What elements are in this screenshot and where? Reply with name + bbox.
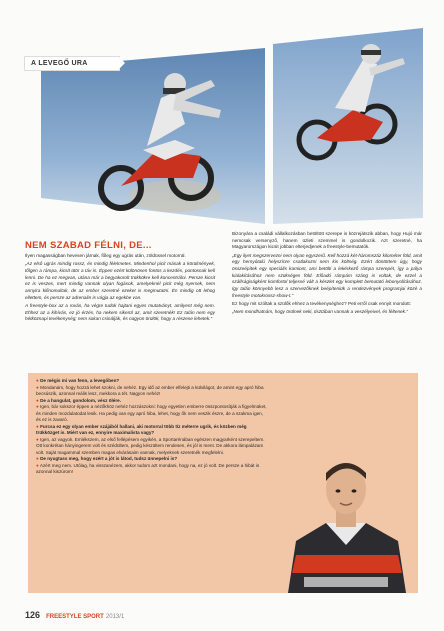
section-label-text: A LEVEGŐ URA — [31, 60, 88, 67]
bullet-icon: ● — [36, 436, 41, 442]
article-paragraph: A freestyle-box az a rovás, ha végre tudok hajtani egyes mutatványt, amilyent még nem. Ehhez az a kihívás, ez jó érzés, ha nekem sikerül az, amit szeretnék! Ez talán nem egy hétköznapi tevékenység; nem sokan csinálják, és nagyon örülök, hogy a részese lehetek.” — [25, 302, 215, 322]
bullet-icon: ● — [36, 456, 41, 461]
interview-question: ● De nyugtass meg, hogy ezért a jót is látod, tudsz ünnepelni is? — [36, 456, 178, 461]
article-paragraph: Ez hogy mit szóltak a szülők ehhez a tevékenységhez? Peti erről csak ennyit mondott: — [232, 301, 411, 307]
interview-answer: ● Azért meg nem. Utólag, ha visszanézem, akkor tudom azt mondani, hogy na, ez jó volt. De persze a hibát is azonnal kiszúrom! — [36, 462, 260, 474]
bullet-icon: ● — [36, 404, 41, 409]
article-left-column — [25, 240, 215, 325]
article-paragraph: „Nem mondhatnám, hogy örülnek neki, tisztában vannak a veszélyeivel, és féltenek.” — [232, 309, 408, 315]
article-paragraph: „Egy ilyet megszervezni nem olyan egyszerű. Kell hozzá két-háromszáz kilométer föld, amit egy hernyótalú helyszínre csatlakozni nem kis költség. Ezért döntöttem úgy, hogy összeépítek egy speciális kamiont, ami betölti a lekérkező rámpa szerepét, így a pálya kialakításához nem szükséges föld. Előadó rámpám száng is voltak, de ezzel a szállságiságként komfortol teljessé vált a készlet egy komplett bemutató lebonyolításához. Így talán könnyebb lesz a szervezőknek beépíteniük a rendezvények programjai közé a freestyle motokrossz-show-t.” — [232, 252, 422, 298]
article-paragraph: „Az első ugrás mindig rossz, és mindig félelmetes. Mindenhol picit másak a körülmények, tőlgen a rámpa, kicsit ütör a táv is. Éppen ezért különösen fontos a kezdés, pontosnak kell lenni. De ha ez megvan, utána már a begyakorolt trükkökre kell koncentrálni. Persze kicsit ez is veszes, mert mindig vannak olyan fogások, amelyeknél picit még nyersek, nem annyira kifinomultak, de az ember szeretné ezeket is megmutatni. Én mindig ott lehog ellettem, és persze az adrenalin is vágja az egekbe van. — [25, 261, 215, 300]
interview-answer: ● Igen, bár sokszor éppen a nézőkhöz nehéz hozzászokni: hogy egyetlen emberre összpontosítják a figyelmüket, és minden mozdulatodat lesik. Ha pedig van egy apró hiba, lehet, hogy ők nem veszik észre, de a szakma igen, és ez is zavaró. — [36, 404, 267, 422]
page-number: 126 — [25, 610, 41, 620]
rider-portrait-photo — [274, 445, 418, 593]
interview-answer: ● Mondanám, hogy hozzá lehet szokni, de nehéz. Egy idő az ember elfelejti a külvilágot, de amint egy apró hiba becsúszik, azonnal reális lesz, mekkora a tét. Nagyon nehéz! — [36, 384, 264, 396]
article-paragraph: Bizonyára a családi vállalkozásban betöltött szerepe is közrejátszik abban, hogy Hujó már nemcsak versenyző, hanem üzleti szemmel is gondolkozik. Azt szeretné, ha Magyarországon kicsit jobban elterjedjenek a freestyle-bemutatók. — [232, 231, 422, 250]
section-label — [25, 57, 119, 70]
bullet-icon: ● — [36, 423, 41, 429]
interview-answer: ● Igen, az vagyok. Emlékszem, az első fellépésem egyikén, a Sportarénában egészen magyarként szerepeltem. Ott konkrétan hányingerem volt és szédültem, pedig készültem rendesen, és jól is ment. De akkora lámpalázam volt. Saját magammal szemben magas elvárásaim vannak, melyeknek szeretnék megfelelni. — [36, 436, 265, 455]
bullet-icon: ● — [36, 384, 41, 390]
bullet-icon: ● — [36, 397, 41, 403]
magazine-name: FREESTYLE SPORT — [46, 614, 104, 620]
page-footer — [25, 610, 124, 620]
section-label-arrow — [119, 57, 125, 69]
interview-question: ● De a hangulat, gondolom, vész ölére. — [36, 397, 121, 403]
interview-question: ● Furcsa ez egy olyan ember szájából hallani, aki motorral több tíz méterre ugrik, és közben még trükközget is. Miért van ez, ennyire maximalista vagy? — [36, 423, 247, 435]
bullet-icon: ● — [36, 462, 40, 468]
interview-question: ● De mégis mi van fenn, a levegőben? — [36, 378, 120, 383]
article-paragraph: Ilyen magasságban hevesen járnak, főleg egy ugrás után, zöldüssel motorral. — [25, 253, 186, 258]
issue-number: 2013/1 — [105, 614, 125, 620]
rider-portrait-image — [274, 445, 418, 593]
article-right-column — [232, 231, 422, 317]
photo-rider-jump-right — [273, 28, 423, 224]
bullet-icon: ● — [36, 378, 41, 383]
interview-box — [28, 373, 418, 593]
article-headline: NEM SZABAD FÉLNI, DE... — [25, 240, 152, 251]
interview-text — [36, 378, 268, 476]
photo-rider-jump-right-image — [273, 28, 423, 224]
